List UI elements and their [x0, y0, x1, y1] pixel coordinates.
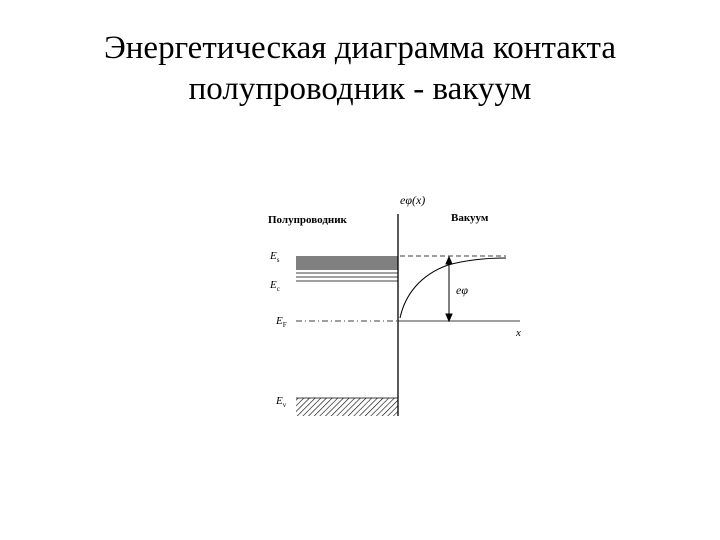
region-left-label: Полупроводник — [268, 214, 347, 226]
ev-band — [296, 398, 398, 416]
work-function-label: eφ — [456, 283, 468, 297]
region-right-label: Вакуум — [451, 212, 489, 224]
title-line-2: полупроводник - вакуум — [188, 71, 532, 107]
work-function-arrow — [446, 257, 452, 321]
level-ev-label: $E_v$ — [276, 395, 287, 409]
es-band — [296, 257, 398, 269]
level-ef-label: $E_F$ — [276, 315, 287, 329]
ec-band — [296, 273, 398, 281]
axis-y-label: eφ(x) — [400, 193, 426, 207]
level-es-label: $E_s$ — [270, 250, 280, 264]
axis-x-label: x — [516, 327, 521, 339]
level-ec-label: $E_c$ — [270, 279, 280, 293]
potential-curve — [400, 258, 506, 318]
title-line-1: Энергетическая диаграмма контакта — [103, 30, 616, 66]
